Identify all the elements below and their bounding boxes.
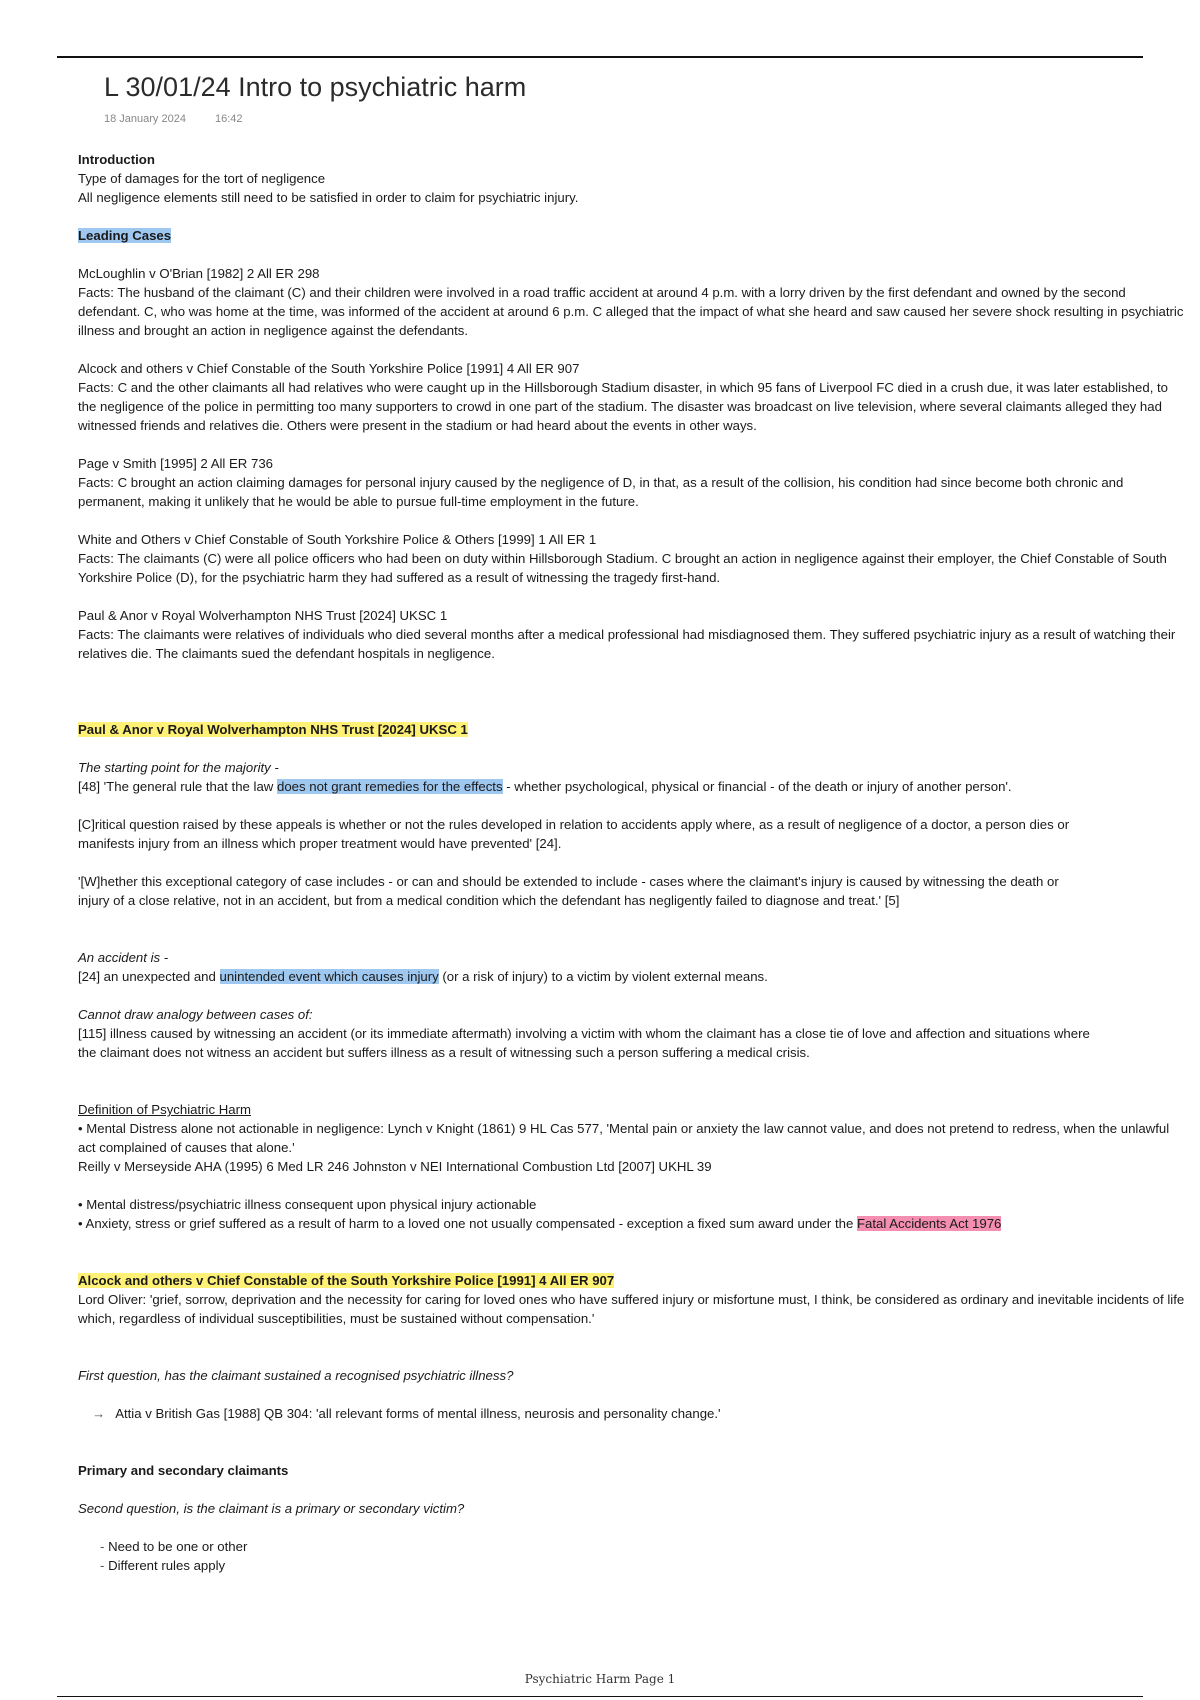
case-facts: Facts: The claimants (C) were all police officers who had been on duty within Hillsborough Stadium. C brought an action in negligence against their employer, the Chief Constable of South Yorkshire Police (D), for the psychiatric harm they had suffered as a result of witnessing the tragedy first-hand. bbox=[78, 551, 1167, 585]
analogy-text: [115] illness caused by witnessing an accident (or its immediate aftermath) involving a victim with whom the claimant has a close tie of love and affection and situations where the claimant does not witness an accident but suffers illness as a result of witnessing such a person suffering a medical crisis. bbox=[78, 1026, 1090, 1060]
intro-line: All negligence elements still need to be satisfied in order to claim for psychiatric injury. bbox=[78, 190, 579, 205]
accident-post: (or a risk of injury) to a victim by violent external means. bbox=[438, 969, 768, 984]
majority-section bbox=[78, 758, 1188, 796]
accident-highlight: unintended event which causes injury bbox=[219, 969, 439, 984]
definition-section bbox=[78, 1100, 1188, 1176]
primary-secondary-heading: Primary and secondary claimants bbox=[78, 1463, 289, 1478]
page-time: 16:42 bbox=[215, 113, 243, 125]
quote-48-pre: [48] 'The general rule that the law bbox=[78, 779, 277, 794]
second-question bbox=[78, 1499, 1188, 1518]
case-entry bbox=[78, 359, 1188, 435]
bottom-rule bbox=[57, 1696, 1143, 1697]
case-entry bbox=[78, 264, 1188, 340]
page-date: 18 January 2024 bbox=[104, 113, 186, 125]
paul-heading: Paul & Anor v Royal Wolverhampton NHS Trust [2024] UKSC 1 bbox=[78, 722, 468, 737]
leading-cases-heading-wrap bbox=[78, 226, 1188, 245]
definition-bullet bbox=[78, 1214, 1188, 1233]
accident-label: An accident is - bbox=[78, 950, 169, 965]
list-item: - Different rules apply bbox=[100, 1556, 1188, 1575]
bullet3-pre: • Anxiety, stress or grief suffered as a result of harm to a loved one not usually compensated - exception a fixed sum award under the bbox=[78, 1216, 857, 1231]
case-entry bbox=[78, 606, 1188, 663]
top-rule bbox=[57, 56, 1143, 58]
case-entry bbox=[78, 454, 1188, 511]
intro-line: Type of damages for the tort of negligence bbox=[78, 171, 326, 186]
page-footer: Psychiatric Harm Page 1 bbox=[524, 1672, 676, 1686]
whether-quote bbox=[78, 872, 1188, 910]
quote-48 bbox=[78, 777, 1188, 796]
accident-text bbox=[78, 967, 1188, 986]
page-title: L 30/01/24 Intro to psychiatric harm bbox=[104, 72, 527, 102]
definition-bullet: • Mental Distress alone not actionable in negligence: Lynch v Knight (1861) 9 HL Cas 577, 'Mental pain or anxiety the law cannot value, and does not pretend to redress, when the unlawful act complained of causes that alone.' bbox=[78, 1121, 1170, 1155]
arrow-icon: → bbox=[92, 1406, 106, 1421]
case-facts: Facts: C brought an action claiming damages for personal injury caused by the negligence of D, in that, as a result of the collision, his condition had since become both chronic and permanent, making it unlikely that he would be able to pursue full-time employment in the future. bbox=[78, 475, 1124, 509]
critical-question-text: [C]ritical question raised by these appeals is whether or not the rules developed in relation to accidents apply where, as a result of negligence of a doctor, a person dies or manifests injury from an illness which proper treatment would have prevented' [24]. bbox=[78, 817, 1070, 851]
alcock-section bbox=[78, 1271, 1188, 1328]
accident-definition bbox=[78, 948, 1188, 986]
paul-heading-wrap bbox=[78, 720, 1188, 739]
first-question-text: First question, has the claimant sustained a recognised psychiatric illness? bbox=[78, 1368, 514, 1383]
quote-48-post: - whether psychological, physical or financial - of the death or injury of another person'. bbox=[502, 779, 1012, 794]
attia-line bbox=[78, 1404, 1188, 1423]
attia-text: Attia v British Gas [1988] QB 304: 'all relevant forms of mental illness, neurosis and personality change.' bbox=[115, 1406, 721, 1421]
case-entry bbox=[78, 530, 1188, 587]
majority-label: The starting point for the majority - bbox=[78, 760, 279, 775]
quote-48-highlight: does not grant remedies for the effects bbox=[277, 779, 503, 794]
list-item: - Need to be one or other bbox=[100, 1537, 1188, 1556]
case-citation: McLoughlin v O'Brian [1982] 2 All ER 298 bbox=[78, 266, 320, 281]
case-facts: Facts: C and the other claimants all had relatives who were caught up in the Hillsborough Stadium disaster, in which 95 fans of Liverpool FC died in a crush due, it was later established, to the negligence of the police in permitting too many supporters to crowd in one part of the stadium. The disaster was broadcast on live television, where several claimants alleged they had witnessed friends and relatives die. Others were present in the stadium or had heard about the events in other ways. bbox=[78, 380, 1169, 433]
case-facts: Facts: The claimants were relatives of individuals who died several months after a medical professional had misdiagnosed them. They suffered psychiatric injury as a result of watching their relatives die. The claimants sued the defendant hospitals in negligence. bbox=[78, 627, 1176, 661]
alcock-heading: Alcock and others v Chief Constable of the South Yorkshire Police [1991] 4 All ER 907 bbox=[78, 1273, 615, 1288]
introduction-heading: Introduction bbox=[78, 152, 155, 167]
definition-bullets bbox=[78, 1195, 1188, 1233]
lord-oliver-quote: Lord Oliver: 'grief, sorrow, deprivation and the necessity for caring for loved ones who have suffered injury or misfortune must, I think, be considered as ordinary and inevitable incidents of life which, regardless of individual susceptibilities, must be sustained without compensation.' bbox=[78, 1292, 1185, 1326]
case-citation: Alcock and others v Chief Constable of the South Yorkshire Police [1991] 4 All ER 907 bbox=[78, 361, 580, 376]
analogy-section bbox=[78, 1005, 1188, 1062]
note-body bbox=[78, 150, 1188, 1575]
second-question-text: Second question, is the claimant is a primary or secondary victim? bbox=[78, 1501, 465, 1516]
analogy-label: Cannot draw analogy between cases of: bbox=[78, 1007, 313, 1022]
leading-cases-heading: Leading Cases bbox=[78, 228, 172, 243]
first-question bbox=[78, 1366, 1188, 1385]
case-facts: Facts: The husband of the claimant (C) and their children were involved in a road traffic accident at around 4 p.m. with a lorry driven by the first defendant and owned by the second defendant. C, who was home at the time, was informed of the accident at around 6 p.m. C alleged that the impact of what she heard and saw caused her severe shock resulting in psychiatric illness and brought an action in negligence against the defendants. bbox=[78, 285, 1184, 338]
critical-question bbox=[78, 815, 1188, 853]
fatal-accidents-highlight: Fatal Accidents Act 1976 bbox=[856, 1216, 1002, 1231]
case-citation: White and Others v Chief Constable of South Yorkshire Police & Others [1999] 1 All ER 1 bbox=[78, 532, 597, 547]
accident-pre: [24] an unexpected and bbox=[78, 969, 220, 984]
definition-heading: Definition of Psychiatric Harm bbox=[78, 1102, 251, 1117]
victim-rules-list bbox=[78, 1537, 1188, 1575]
page-meta bbox=[104, 113, 269, 125]
case-citation: Paul & Anor v Royal Wolverhampton NHS Trust [2024] UKSC 1 bbox=[78, 608, 448, 623]
introduction-section bbox=[78, 150, 1188, 207]
definition-bullet: • Mental distress/psychiatric illness consequent upon physical injury actionable bbox=[78, 1197, 537, 1212]
case-citation: Page v Smith [1995] 2 All ER 736 bbox=[78, 456, 273, 471]
definition-refs: Reilly v Merseyside AHA (1995) 6 Med LR 246 Johnston v NEI International Combustion Ltd [2007] UKHL 39 bbox=[78, 1159, 712, 1174]
whether-quote-text: '[W]hether this exceptional category of case includes - or can and should be extended to include - cases where the claimant's injury is caused by witnessing the death or injury of a close relative, not in an accident, but from a medical condition which the defendant has negligently failed to diagnose and treat.' [5] bbox=[78, 874, 1059, 908]
primary-secondary-heading-wrap bbox=[78, 1461, 1188, 1480]
